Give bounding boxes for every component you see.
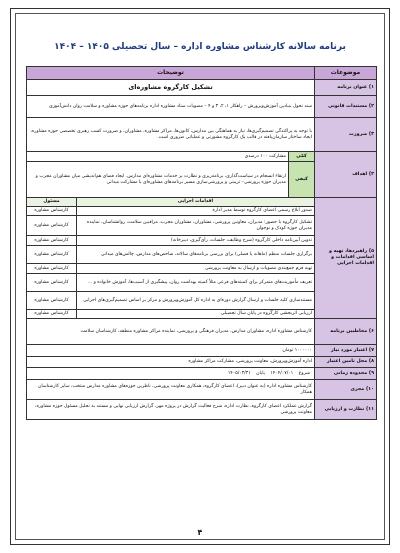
action-item: مستندسازی کلیه جلسات و ارسال گزارش دوره‌ای به اداره کل آموزش‌وپرورش و مرکز بر اساس تصمیم‌گیری‌های اجرایی bbox=[77, 292, 315, 310]
action-responsible: کارشناس مشاوره bbox=[27, 207, 77, 216]
row-necessity-value: با توجه به پراکندگی تصمیم‌گیری‌ها، نیاز به هماهنگی بین مدارس، کانون‌ها، مراکز مشاوره، مشاوران، و ضرورت کسب رهبری تخصصی حوزه مشاوره، ایجاد ساختار سازمان‌یافته در قالب یک کارگروه مشورتی و عملیاتی ضروری است. bbox=[27, 118, 315, 152]
action-responsible: کارشناس مشاوره bbox=[27, 216, 77, 236]
document-title: برنامه سالانه کارشناس مشاوره اداره – سال تحصیلی ۱۴۰۵ – ۱۴۰۴ bbox=[54, 42, 346, 52]
action-item: تدوین آیین‌نامه داخلی کارگروه (شرح وظایف، جلسات، رأی‌گیری، دبیرخانه) bbox=[77, 236, 315, 246]
row-budget-label: ۷) اعتبار مورد نیاز bbox=[315, 345, 377, 357]
row-actions-label: ۵) راهبردها، تهیه و اساسی اقدامات و اقدامات اجرایی bbox=[315, 198, 377, 319]
action-responsible: کارشناس مشاوره bbox=[27, 310, 77, 319]
row-legal-value: سند تحول بنیادین آموزش‌وپرورش – راهکار ۱، ۲، ۳ و ۴ – مصوبات ستاد مشاوره اداره برنامه‌های حوزه مشاوره و سلامت روان دانش‌آموزی bbox=[27, 96, 315, 118]
action-item: تشکیل کارگروه با حضور: مدیران، معاونین پرورشی، مشاوران، مشاوران مجرب، مراقبین سلامت، روانشناسان، نماینده مدیران حوزه کودک و نوجوان bbox=[77, 216, 315, 236]
row-executor-value: کارشناس مشاوره اداره (به عنوان دبیر)، اعضای کارگروه، همکاری معاونت پرورشی، ناظرین حوزه‌های مشاوره مدارس منتخب، سایر کارشناسان همکار bbox=[27, 380, 315, 400]
start-label: شروع bbox=[298, 370, 310, 376]
goals-quant-value: مشارکت ۱۰۰ درصدی bbox=[27, 152, 289, 162]
row-executor-label: ۱۰) مجری bbox=[315, 380, 377, 400]
program-table bbox=[26, 66, 377, 420]
actions-header: اقدامات اجرایی bbox=[77, 198, 315, 207]
row-evaluation-label: ۱۱) نظارت و ارزیابی bbox=[315, 400, 377, 420]
action-item: تعریف مأموریت‌های متمرکز برای کمیته‌های فرعی مثلاً کمیته بهداشت روان، پیشگیری از آسیب‌ها، آموزش خانواده و ... bbox=[77, 274, 315, 292]
row-timeframe-label: ۹) محدوده زمانی bbox=[315, 368, 377, 380]
end-label: پایان bbox=[256, 370, 265, 376]
action-item: ارزیابی اثربخشی کارگروه در پایان سال تحصیلی bbox=[77, 310, 315, 319]
end-date: ۱۴۰۵/۰۳/۳۱ bbox=[227, 370, 251, 376]
goals-qual-value: ارتقاء انسجام در سیاست‌گذاری، برنامه‌ریزی و نظارت بر خدمات مشاوره‌ای مدارس. ایجاد فضای هم‌اندیشی میان مشاوران مجرب و مدیران حوزه پرورشی– تربیتی و پرورشی‌سازی مسیر برنامه‌های مشاوره‌ای با مشارکت میدانی bbox=[27, 162, 289, 198]
row-timeframe-value bbox=[27, 368, 315, 380]
action-responsible: کارشناس مشاوره bbox=[27, 264, 77, 274]
row-audience-label: ۶) مخاطبین برنامه bbox=[315, 319, 377, 345]
row-legal-label: ۲) مستندات قانونی bbox=[315, 96, 377, 118]
action-item: صدور ابلاغ رسمی اعضای کارگروه توسط مدیر اداره bbox=[77, 207, 315, 216]
row-necessity-label: ۳) ضرورت bbox=[315, 118, 377, 152]
action-item: تهیه فرم جمع‌بندی مصوبات و ارسال به معاونت پرورشی bbox=[77, 264, 315, 274]
page-number: ۴ bbox=[197, 528, 203, 537]
row-audience-value: کارشناس مشاوره اداره، مشاوران مدارس، مدیران فرهنگی و پرورشی، نماینده مراکز مشاوره منطقه، کارشناسان سلامت bbox=[27, 319, 315, 345]
row-funding-label: ۸) محل تامین اعتبار bbox=[315, 357, 377, 368]
row-title-label: ۱) عنوان برنامه bbox=[315, 80, 377, 96]
start-date: ۱۴۰۴/۰۷/۰۱ bbox=[270, 370, 294, 376]
goals-quant-label: کمّی bbox=[289, 152, 315, 162]
row-goals-label: ۴) اهداف bbox=[315, 152, 377, 198]
action-responsible: کارشناس مشاوره bbox=[27, 274, 77, 292]
row-funding-value: اداره آموزش‌وپرورش، معاونت پرورشی، مشارکت مراکز مشاوره bbox=[27, 357, 315, 368]
action-item: برگزاری جلسات منظم (ماهانه یا فصلی) برای بررسی برنامه‌های سالانه، شاخص‌های مدارس، چالش‌های میدانی bbox=[77, 246, 315, 264]
action-responsible: کارشناس مشاوره bbox=[27, 236, 77, 246]
action-responsible: کارشناس مشاوره bbox=[27, 292, 77, 310]
row-title-value: تشکیل کارگروه مشاوره‌ای bbox=[27, 80, 315, 96]
row-budget-value: ۱۰۰۰۰۰۰ تومان bbox=[27, 345, 315, 357]
goals-qual-label: کیفی bbox=[289, 162, 315, 198]
header-topics: موضوعات bbox=[315, 67, 377, 80]
row-evaluation-value: گزارش عملکرد اعضای کارگروه، نظارت اداره، شرح فعالیت گزارش در پروژه مهر، گزارش ارزیابی نهایی و مستند به تحلیل مسئول حوزه مشاوره، معاونت پرورشی bbox=[27, 400, 315, 420]
responsible-header: مسئول bbox=[27, 198, 77, 207]
header-desc: توضیحات bbox=[27, 67, 315, 80]
action-responsible: کارشناس مشاوره bbox=[27, 246, 77, 264]
